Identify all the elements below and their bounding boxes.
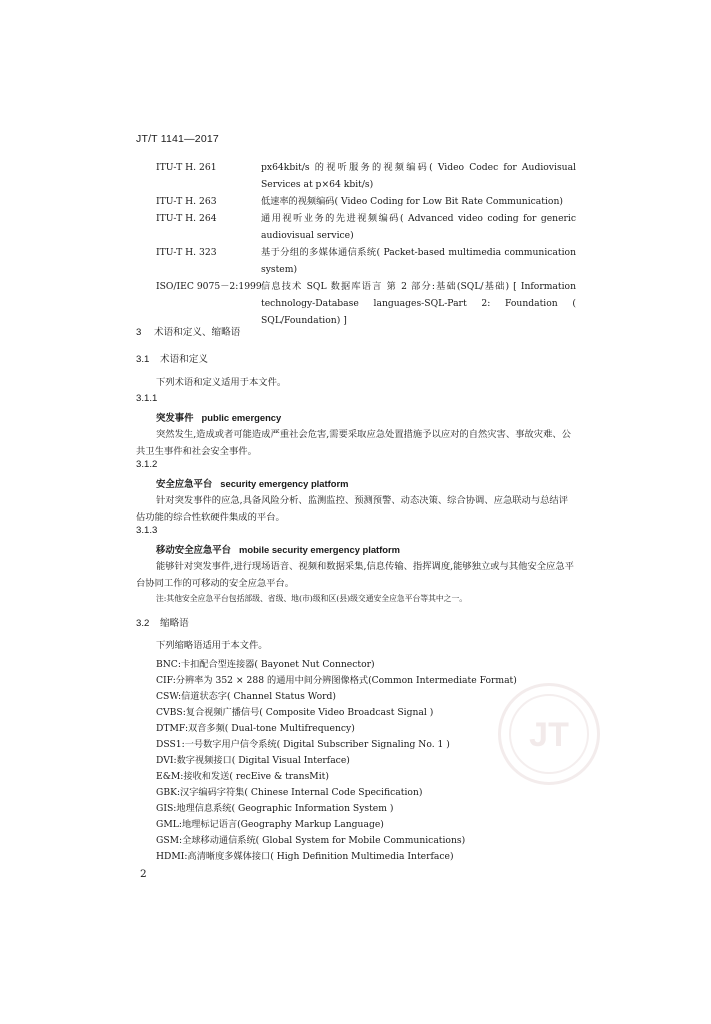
term-entry xyxy=(156,476,348,490)
reference-code: ITU-T H. 323 xyxy=(156,247,217,258)
reference-title: 信息技术 SQL 数据库语言 第 2 部分:基础(SQL/基础) [ Information technology-Database languages-SQL-Part 2: Foundation ( SQL/Foundation) ] xyxy=(261,281,576,326)
reference-title: 低速率的视频编码( Video Coding for Low Bit Rate Communication) xyxy=(261,196,563,207)
abbreviation-item: DVI:数字视频接口( Digital Visual Interface) xyxy=(156,755,350,766)
reference-code: ITU-T H. 264 xyxy=(156,213,217,224)
section-intro: 下列术语和定义适用于本文件。 xyxy=(156,377,287,388)
term-entry xyxy=(156,410,281,424)
section-intro: 下列缩略语适用于本文件。 xyxy=(156,640,268,651)
abbreviation-item: GBK:汉字编码字符集( Chinese Internal Code Specification) xyxy=(156,787,423,798)
section-title: 术语和定义 xyxy=(160,354,208,365)
section-title: 缩略语 xyxy=(160,618,189,629)
abbreviation-item: GIS:地理信息系统( Geographic Information System ) xyxy=(156,803,394,814)
reference-code: ISO/IEC 9075－2:1999 xyxy=(156,281,262,292)
abbreviation-item: GML:地理标记语言(Geography Markup Language) xyxy=(156,819,384,830)
term-number: 3.1.2 xyxy=(136,459,158,470)
abbreviation-item: BNC:卡扣配合型连接器( Bayonet Nut Connector) xyxy=(156,659,375,670)
stamp-text: JT xyxy=(529,716,569,754)
reference-title: 通用视听业务的先进视频编码( Advanced video coding for generic audiovisual service) xyxy=(261,213,576,241)
abbreviation-item: HDMI:高清晰度多媒体接口( High Definition Multimedia Interface) xyxy=(156,851,454,862)
abbreviation-item: CIF:分辨率为 352 × 288 的通用中间分辨图像格式(Common Intermediate Format) xyxy=(156,675,517,686)
reference-code: ITU-T H. 261 xyxy=(156,162,217,173)
abbreviation-item: CSW:信道状态字( Channel Status Word) xyxy=(156,691,336,702)
document-header: JT/T 1141—2017 xyxy=(136,133,219,145)
term-cn: 移动安全应急平台 xyxy=(156,544,232,555)
section-heading-3-2 xyxy=(136,615,189,629)
term-definition: 能够针对突发事件,进行现场语音、视频和数据采集,信息传输、指挥调度,能够独立或与其他安全应急平台协同工作的可移动的安全应急平台。 xyxy=(136,561,574,589)
abbreviation-item: CVBS:复合视频广播信号( Composite Video Broadcast Signal ) xyxy=(156,707,434,718)
abbreviation-item: GSM:全球移动通信系统( Global System for Mobile Communications) xyxy=(156,835,466,846)
reference-item xyxy=(156,159,576,193)
term-number: 3.1.1 xyxy=(136,393,158,404)
term-cn: 安全应急平台 xyxy=(156,478,213,489)
section-number: 3.2 xyxy=(136,618,150,629)
term-en: public emergency xyxy=(201,412,282,423)
term-number: 3.1.3 xyxy=(136,525,158,536)
reference-title: px64kbit/s 的视听服务的视频编码( Video Codec for Audiovisual Services at p×64 kbit/s) xyxy=(261,162,576,190)
abbreviation-item: DSS1:一号数字用户信令系统( Digital Subscriber Signaling No. 1 ) xyxy=(156,739,450,750)
reference-item xyxy=(156,244,576,278)
jt-watermark-stamp xyxy=(498,683,600,785)
page-number: 2 xyxy=(140,868,147,880)
section-number: 3 xyxy=(136,327,142,338)
term-en: mobile security emergency platform xyxy=(239,544,401,555)
term-definition: 针对突发事件的应急,具备风险分析、监测监控、预测预警、动态决策、综合协调、应急联动与总结评估功能的综合性软硬件集成的平台。 xyxy=(136,495,569,523)
reference-title: 基于分组的多媒体通信系统( Packet-based multimedia communication system) xyxy=(261,247,576,275)
reference-code: ITU-T H. 263 xyxy=(156,196,217,207)
normative-references-list xyxy=(156,159,576,329)
term-en: security emergency platform xyxy=(220,478,349,489)
term-definition: 突然发生,造成或者可能造成严重社会危害,需要采取应急处置措施予以应对的自然灾害、事故灾难、公共卫生事件和社会安全事件。 xyxy=(136,429,571,457)
section-number: 3.1 xyxy=(136,354,150,365)
section-heading-3 xyxy=(136,324,240,338)
reference-item xyxy=(156,193,576,210)
section-title: 术语和定义、缩略语 xyxy=(154,327,241,338)
reference-item xyxy=(156,210,576,244)
reference-item xyxy=(156,278,576,329)
section-heading-3-1 xyxy=(136,351,208,365)
term-entry xyxy=(156,542,400,556)
abbreviation-item: E&M:接收和发送( recEive & transMit) xyxy=(156,771,329,782)
abbreviation-item: DTMF:双音多频( Dual-tone Multifrequency) xyxy=(156,723,355,734)
term-cn: 突发事件 xyxy=(156,412,194,423)
note-text: 注:其他安全应急平台包括部级、省级、地(市)级和区(县)级交通安全应急平台等其中之一。 xyxy=(156,594,468,603)
